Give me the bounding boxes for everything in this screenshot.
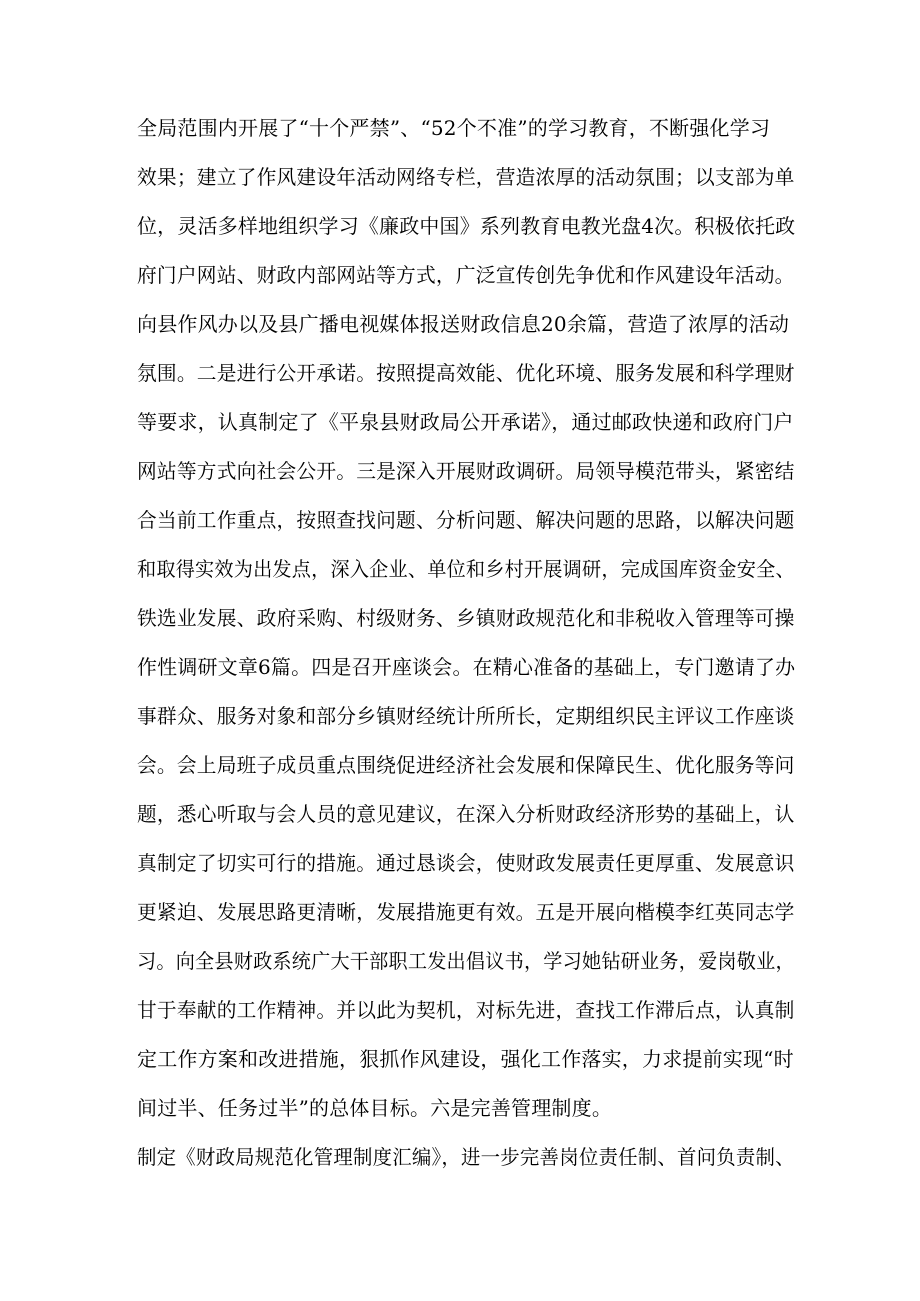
- paragraph-line-5: 向县作风办以及县广播电视媒体报送财政信息20余篇，营造了浓厚的活动: [137, 312, 790, 336]
- paragraph-line-10: 和取得实效为出发点，深入企业、单位和乡村开展调研，完成国库资金安全、: [137, 557, 795, 581]
- paragraph-line-4: 府门户网站、财政内部网站等方式，广泛宣传创先争优和作风建设年活动。: [137, 263, 795, 287]
- paragraph-line-11: 铁选业发展、政府采购、村级财务、乡镇财政规范化和非税收入管理等可操: [137, 606, 795, 630]
- paragraph-line-20: 定工作方案和改进措施，狠抓作风建设，强化工作落实，力求提前实现“时: [137, 1047, 794, 1071]
- paragraph-line-8: 网站等方式向社会公开。三是深入开展财政调研。局领导模范带头，紧密结: [137, 459, 795, 483]
- paragraph-line-16: 真制定了切实可行的措施。通过恳谈会，使财政发展责任更厚重、发展意识: [137, 851, 795, 875]
- paragraph-line-6: 氛围。二是进行公开承诺。按照提高效能、优化环境、服务发展和科学理财: [137, 361, 795, 385]
- paragraph-line-1: 全局范围内开展了“十个严禁”、“52个不准”的学习教育，不断强化学习: [137, 116, 771, 140]
- paragraph-line-2: 效果；建立了作风建设年活动网络专栏，营造浓厚的活动氛围；以支部为单: [137, 165, 795, 189]
- paragraph-line-13: 事群众、服务对象和部分乡镇财经统计所所长，定期组织民主评议工作座谈: [137, 704, 795, 728]
- paragraph-line-18: 习。向全县财政系统广大干部职工发出倡议书，学习她钻研业务，爱岗敬业，: [137, 949, 795, 973]
- paragraph-line-14: 会。会上局班子成员重点围绕促进经济社会发展和保障民生、优化服务等问: [137, 753, 795, 777]
- paragraph-line-17: 更紧迫、发展思路更清晰，发展措施更有效。五是开展向楷模李红英同志学: [137, 900, 795, 924]
- paragraph-line-21: 间过半、任务过半”的总体目标。六是完善管理制度。: [137, 1096, 613, 1120]
- paragraph-line-22: 制定《财政局规范化管理制度汇编》，进一步完善岗位责任制、首问负责制、: [137, 1145, 795, 1169]
- paragraph-line-7: 等要求，认真制定了《平泉县财政局公开承诺》，通过邮政快递和政府门户: [137, 410, 794, 434]
- paragraph-line-15: 题，悉心听取与会人员的意见建议，在深入分析财政经济形势的基础上，认: [137, 802, 795, 826]
- paragraph-line-9: 合当前工作重点，按照查找问题、分析问题、解决问题的思路，以解决问题: [137, 508, 795, 532]
- paragraph-line-12: 作性调研文章6篇。四是召开座谈会。在精心准备的基础上，专门邀请了办: [137, 655, 796, 679]
- paragraph-line-3: 位，灵活多样地组织学习《廉政中国》系列教育电教光盘4次。积极依托政: [137, 214, 796, 238]
- paragraph-line-19: 甘于奉献的工作精神。并以此为契机，对标先进，查找工作滞后点，认真制: [137, 998, 795, 1022]
